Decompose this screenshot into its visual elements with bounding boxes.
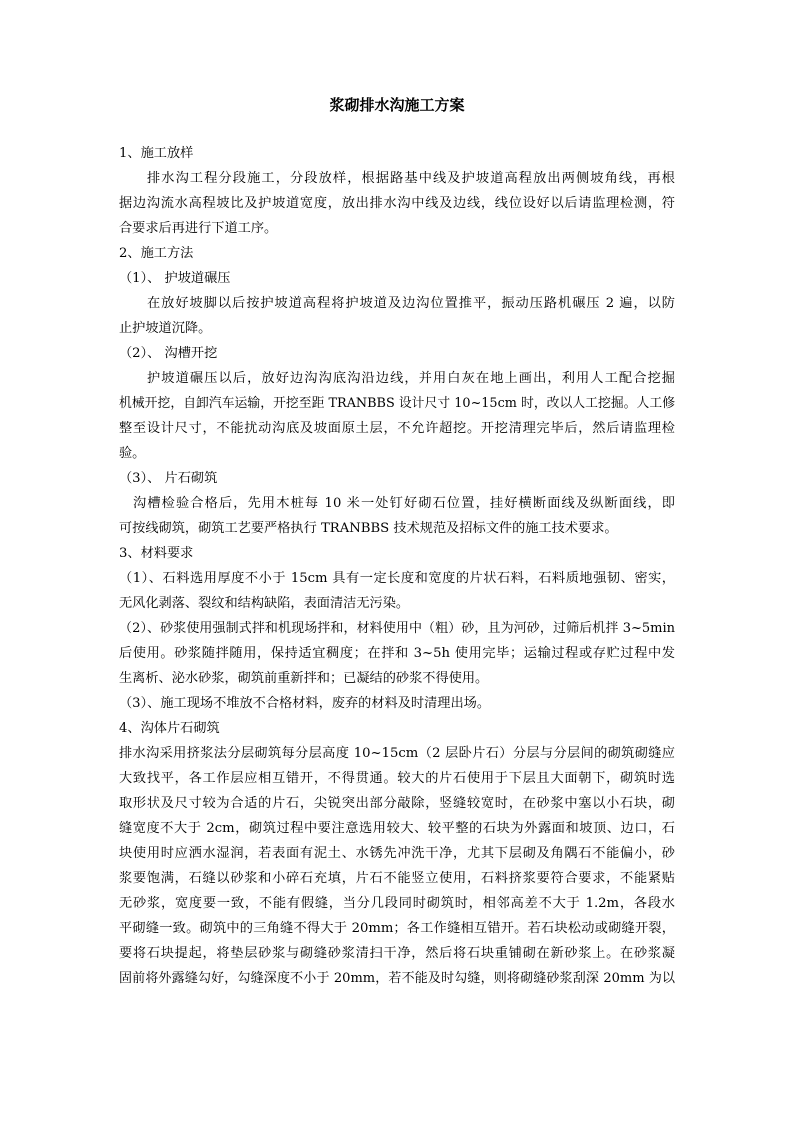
paragraph-line: 块使用时应洒水湿润，若表面有泥土、水锈先冲洗干净，尤其下层砌及角隅石不能偏小，砂: [119, 846, 675, 861]
paragraph-line: 固前将外露缝勾好，勾缝深度不小于 20mm，若不能及时勾缝，则将砌缝砂浆刮深 20mm 为以: [119, 971, 675, 986]
paragraph-line: 护坡道碾压以后，放好边沟沟底沟沿边线，并用白灰在地上画出，利用人工配合挖掘: [147, 371, 675, 386]
section-heading-1: 1、施工放样: [119, 146, 194, 161]
paragraph-line: 平砌缝一致。砌筑中的三角缝不得大于 20mm；各工作缝相互错开。若石块松动或砌缝开裂，: [119, 921, 675, 936]
page-title: 浆砌排水沟施工方案: [329, 96, 465, 114]
section-heading-2: 2、施工方法: [119, 246, 194, 261]
subsection-heading: （3）、 片石砌筑: [119, 471, 218, 486]
section-heading-4: 4、沟体片石砌筑: [119, 721, 220, 736]
paragraph-line: 沟槽检验合格后，先用木桩每 10 米一处钉好砌石位置，挂好横断面线及纵断面线，即: [133, 496, 675, 511]
paragraph-line: 要将石块提起，将垫层砂浆与砌缝砂浆清扫干净，然后将石块重铺砌在新砂浆上。在砂浆凝: [119, 946, 675, 961]
section-heading-3: 3、材料要求: [119, 546, 194, 561]
subsection-heading: （2）、 沟槽开挖: [119, 346, 218, 361]
paragraph-line: 止护坡道沉降。: [119, 321, 212, 336]
paragraph-line: 排水沟工程分段施工，分段放样，根据路基中线及护坡道高程放出两侧坡角线，再根: [147, 171, 675, 186]
paragraph-line: （2）、砂浆使用强制式拌和机现场拌和，材料使用中（粗）砂，且为河砂，过筛后机拌 3~5min: [119, 621, 675, 636]
paragraph-line: 合要求后再进行下道工序。: [119, 221, 278, 236]
paragraph-line: 取形状及尺寸较为合适的片石，尖锐突出部分敲除，竖缝较宽时，在砂浆中塞以小石块，砌: [119, 796, 675, 811]
paragraph-line: 据边沟流水高程坡比及护坡道宽度，放出排水沟中线及边线，线位设好以后请监理检测，符: [119, 196, 675, 211]
paragraph-line: 机械开挖，自卸汽车运输，开挖至距 TRANBBS 设计尺寸 10~15cm 时，改以人工挖掘。人工修: [119, 396, 675, 411]
paragraph-line: 大致找平，各工作层应相互错开，不得贯通。较大的片石使用于下层且大面朝下，砌筑时选: [119, 771, 675, 786]
paragraph-line: 验。: [119, 446, 146, 461]
paragraph-line: 无风化剥落、裂纹和结构缺陷，表面清洁无污染。: [119, 596, 410, 611]
paragraph-line: 浆要饱满，石缝以砂浆和小碎石充填，片石不能竖立使用，石料挤浆要符合要求，不能紧贴: [119, 871, 675, 886]
paragraph-line: 无砂浆，宽度要一致，不能有假缝，当分几段同时砌筑时，相邻高差不大于 1.2m，各段水: [119, 896, 675, 911]
paragraph-line: （1）、石料选用厚度不小于 15cm 具有一定长度和宽度的片状石料，石料质地强韧、密实，: [119, 571, 675, 586]
paragraph-line: 可按线砌筑，砌筑工艺要严格执行 TRANBBS 技术规范及招标文件的施工技术要求。: [119, 521, 618, 536]
paragraph-line: 生离析、泌水砂浆，砌筑前重新拌和；已凝结的砂浆不得使用。: [119, 671, 489, 686]
paragraph-line: 缝宽度不大于 2cm，砌筑过程中要注意选用较大、较平整的石块为外露面和坡顶、边口，石: [119, 821, 675, 836]
paragraph-line: 后使用。砂浆随拌随用，保持适宜稠度；在拌和 3~5h 使用完毕；运输过程或存贮过程中发: [119, 646, 675, 661]
paragraph-line: （3）、施工现场不堆放不合格材料，废弃的材料及时清理出场。: [119, 696, 491, 711]
subsection-heading: （1）、 护坡道碾压: [119, 271, 231, 286]
paragraph-line: 整至设计尺寸，不能扰动沟底及坡面原土层，不允许超挖。开挖清理完毕后，然后请监理检: [119, 421, 675, 436]
paragraph-line: 排水沟采用挤浆法分层砌筑每分层高度 10~15cm（2 层卧片石）分层与分层间的砌筑砌缝应: [119, 746, 675, 761]
paragraph-line: 在放好坡脚以后按护坡道高程将护坡道及边沟位置推平，振动压路机碾压 2 遍，以防: [147, 296, 675, 311]
